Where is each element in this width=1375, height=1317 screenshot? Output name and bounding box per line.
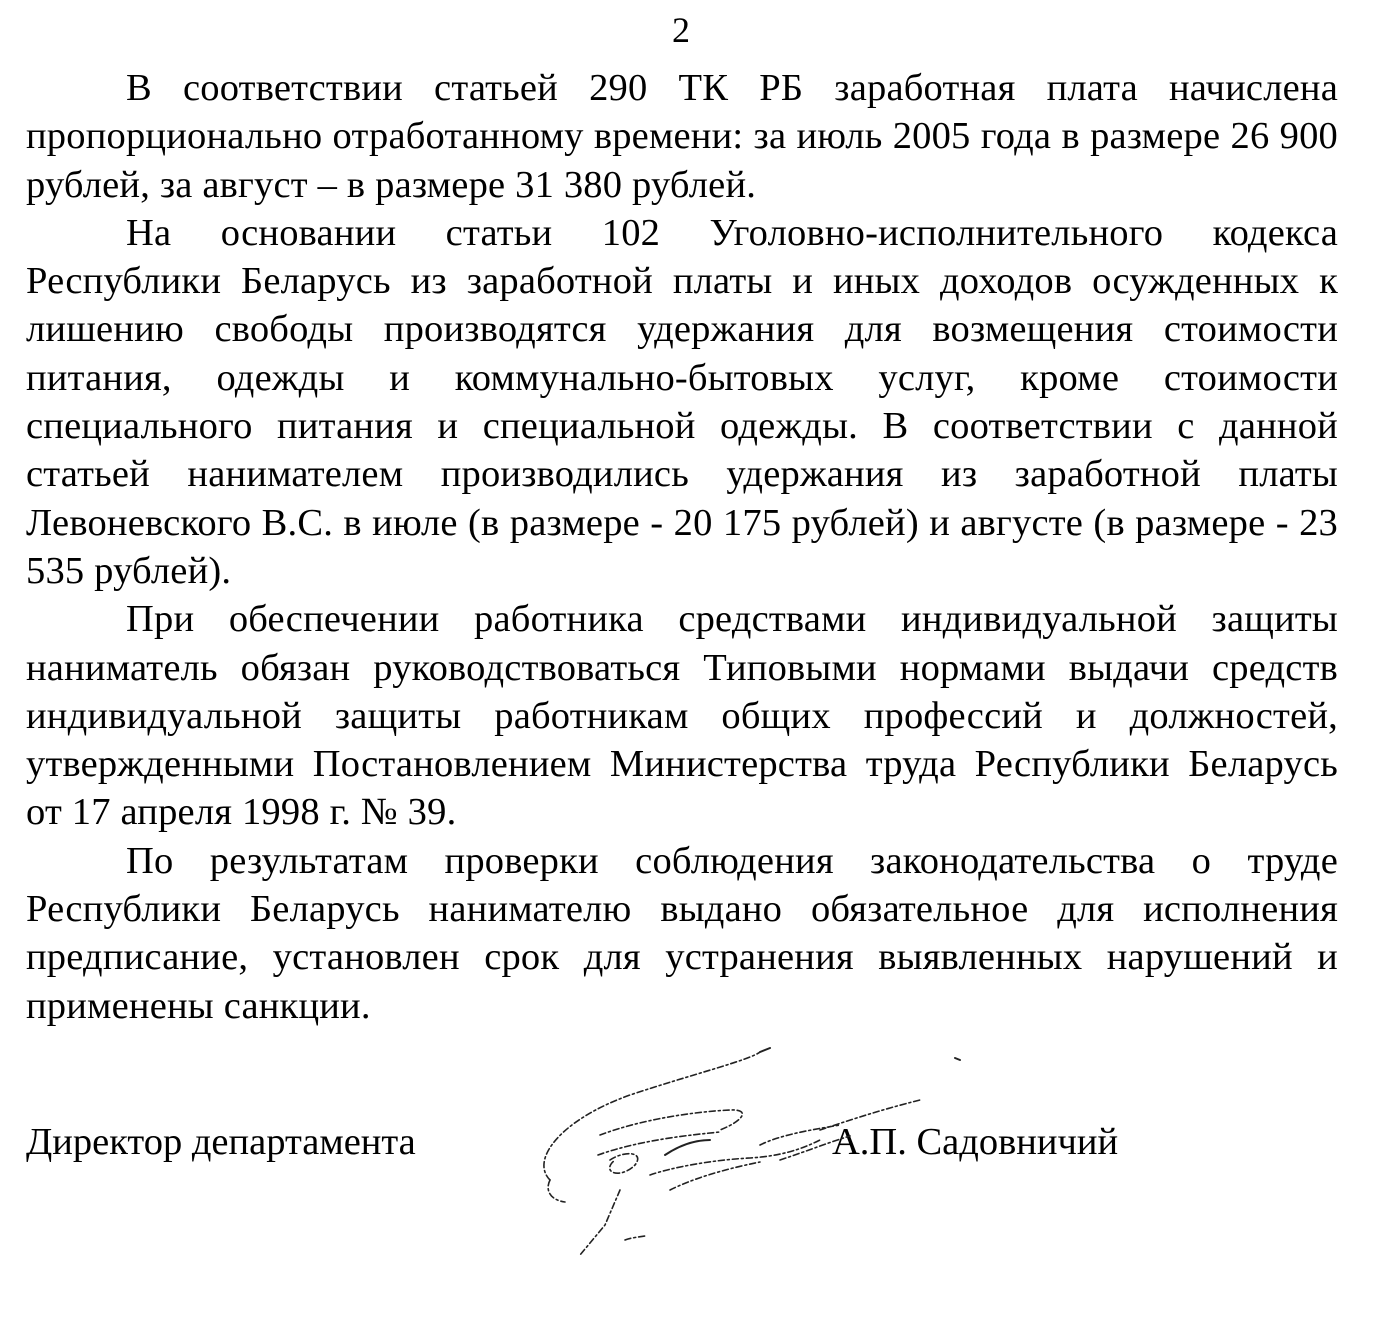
letter-body xyxy=(26,64,1338,1030)
handwritten-signature xyxy=(520,1040,980,1280)
signer-name: А.П. Садовничий xyxy=(832,1121,1119,1163)
paragraph-protective-equipment: При обеспечении работника средствами индивидуальной защиты наниматель обязан руководствоваться Типовыми нормами выдачи средств индивидуальной защиты работникам общих профессий и должностей, утвержденными Постановлением Министерства труда Республики Беларусь от 17 апреля 1998 г. № 39. xyxy=(26,598,1338,834)
signer-title: Директор департамента xyxy=(26,1121,416,1163)
page-number: 2 xyxy=(672,10,690,50)
paragraph-inspection-results: По результатам проверки соблюдения законодательства о труде Республики Беларусь нанимателю выдано обязательное для исполнения предписание, установлен срок для устранения выявленных нарушений и применены санкции. xyxy=(26,839,1338,1027)
paragraph-salary: В соответствии статьей 290 ТК РБ заработная плата начислена пропорционально отработанному времени: за июль 2005 года в размере 26 900 рублей, за август – в размере 31 380 рублей. xyxy=(26,67,1338,206)
paragraph-deductions: На основании статьи 102 Уголовно-исполнительного кодекса Республики Беларусь из заработной платы и иных доходов осужденных к лишению свободы производятся удержания для возмещения стоимости питания, одежды и коммунально-бытовых услуг, кроме стоимости специального питания и специальной одежды. В соответствии с данной статьей нанимателем производились удержания из заработной платы Левоневского В.С. в июле (в размере - 20 175 рублей) и августе (в размере - 23 535 рублей). xyxy=(26,211,1338,592)
